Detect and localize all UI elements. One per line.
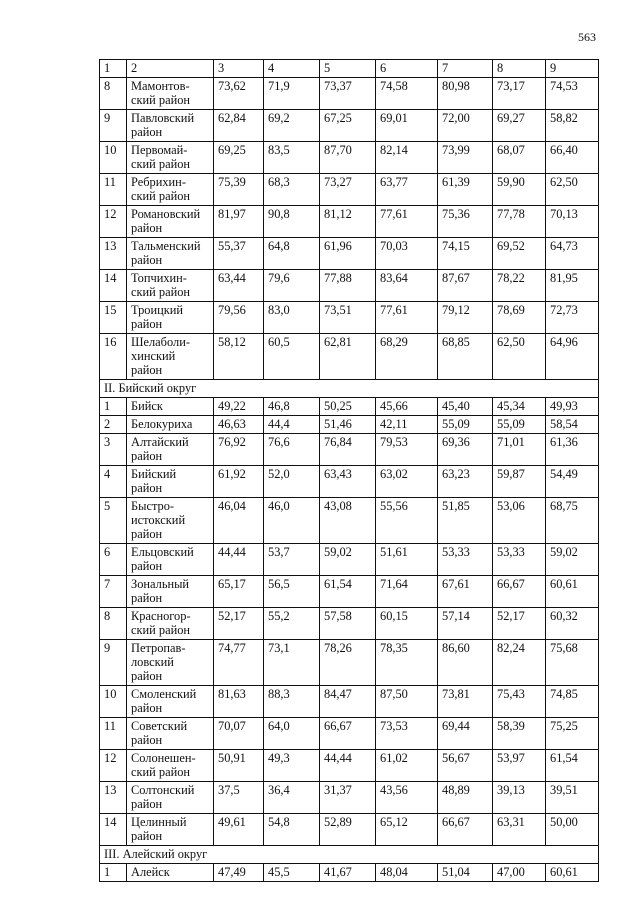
table-row [100,718,599,750]
district-name-cell: Троицкий район [127,302,214,334]
district-name-cell: Ребрихин- ский район [127,174,214,206]
value-cell: 49,93 [546,398,599,416]
value-cell: 37,5 [214,782,264,814]
value-cell: 52,89 [320,814,376,846]
value-cell: 80,98 [438,78,493,110]
value-cell: 71,9 [264,78,320,110]
section-row [100,846,599,864]
row-number-cell: 8 [100,608,127,640]
row-number-cell: 14 [100,270,127,302]
district-name-cell: Бийский район [127,466,214,498]
value-cell: 76,84 [320,434,376,466]
value-cell: 74,15 [438,238,493,270]
value-cell: 58,54 [546,416,599,434]
value-cell: 61,92 [214,466,264,498]
value-cell: 69,44 [438,718,493,750]
value-cell: 75,43 [493,686,546,718]
value-cell: 84,47 [320,686,376,718]
value-cell: 60,5 [264,334,320,380]
value-cell: 79,53 [376,434,438,466]
value-cell: 44,4 [264,416,320,434]
value-cell: 45,34 [493,398,546,416]
value-cell: 81,95 [546,270,599,302]
value-cell: 73,62 [214,78,264,110]
value-cell: 64,73 [546,238,599,270]
row-number-cell: 10 [100,142,127,174]
value-cell: 78,35 [376,640,438,686]
value-cell: 53,7 [264,544,320,576]
value-cell: 55,2 [264,608,320,640]
value-cell: 46,63 [214,416,264,434]
value-cell: 48,89 [438,782,493,814]
value-cell: 70,13 [546,206,599,238]
value-cell: 76,92 [214,434,264,466]
value-cell: 73,37 [320,78,376,110]
value-cell: 82,24 [493,640,546,686]
value-cell: 60,61 [546,864,599,882]
value-cell: 67,25 [320,110,376,142]
value-cell: 59,87 [493,466,546,498]
value-cell: 46,04 [214,498,264,544]
row-number-cell: 15 [100,302,127,334]
table-row [100,640,599,686]
value-cell: 75,68 [546,640,599,686]
value-cell: 72,00 [438,110,493,142]
table-row [100,398,599,416]
value-cell: 55,37 [214,238,264,270]
table-row [100,206,599,238]
value-cell: 87,50 [376,686,438,718]
value-cell: 79,12 [438,302,493,334]
value-cell: 83,64 [376,270,438,302]
value-cell: 61,54 [546,750,599,782]
value-cell: 68,75 [546,498,599,544]
value-cell: 43,56 [376,782,438,814]
value-cell: 74,58 [376,78,438,110]
value-cell: 49,61 [214,814,264,846]
value-cell: 82,14 [376,142,438,174]
district-name-cell: Зональный район [127,576,214,608]
value-cell: 45,66 [376,398,438,416]
value-cell: 64,8 [264,238,320,270]
value-cell: 79,6 [264,270,320,302]
district-name-cell: Мамонтов- ский район [127,78,214,110]
value-cell: 83,0 [264,302,320,334]
value-cell: 66,67 [438,814,493,846]
value-cell: 62,84 [214,110,264,142]
table-row [100,750,599,782]
value-cell: 55,56 [376,498,438,544]
row-number-cell: 2 [100,416,127,434]
value-cell: 48,04 [376,864,438,882]
value-cell: 63,44 [214,270,264,302]
value-cell: 61,96 [320,238,376,270]
district-name-cell: Красногор- ский район [127,608,214,640]
value-cell: 87,70 [320,142,376,174]
value-cell: 61,02 [376,750,438,782]
value-cell: 69,2 [264,110,320,142]
header-cell: 7 [438,60,493,78]
value-cell: 54,8 [264,814,320,846]
value-cell: 49,3 [264,750,320,782]
header-cell: 3 [214,60,264,78]
value-cell: 63,02 [376,466,438,498]
value-cell: 39,51 [546,782,599,814]
district-name-cell: Павловский район [127,110,214,142]
row-number-cell: 3 [100,434,127,466]
value-cell: 66,67 [493,576,546,608]
value-cell: 53,97 [493,750,546,782]
value-cell: 51,46 [320,416,376,434]
value-cell: 65,17 [214,576,264,608]
header-cell: 6 [376,60,438,78]
value-cell: 56,67 [438,750,493,782]
table-row [100,334,599,380]
value-cell: 47,00 [493,864,546,882]
value-cell: 58,12 [214,334,264,380]
value-cell: 69,25 [214,142,264,174]
statistics-table [99,59,599,882]
value-cell: 66,67 [320,718,376,750]
table-row [100,174,599,206]
row-number-cell: 14 [100,814,127,846]
value-cell: 86,60 [438,640,493,686]
value-cell: 49,22 [214,398,264,416]
value-cell: 62,50 [493,334,546,380]
header-cell: 8 [493,60,546,78]
district-name-cell: Шелаболи- хинский район [127,334,214,380]
value-cell: 52,17 [214,608,264,640]
row-number-cell: 7 [100,576,127,608]
value-cell: 58,82 [546,110,599,142]
district-name-cell: Ельцовский район [127,544,214,576]
header-cell: 5 [320,60,376,78]
row-number-cell: 13 [100,238,127,270]
value-cell: 90,8 [264,206,320,238]
value-cell: 46,0 [264,498,320,544]
page-number: 563 [578,30,596,44]
value-cell: 74,77 [214,640,264,686]
row-number-cell: 12 [100,206,127,238]
value-cell: 88,3 [264,686,320,718]
value-cell: 77,61 [376,302,438,334]
table-row [100,608,599,640]
value-cell: 59,90 [493,174,546,206]
value-cell: 61,54 [320,576,376,608]
value-cell: 68,29 [376,334,438,380]
value-cell: 60,32 [546,608,599,640]
row-number-cell: 1 [100,864,127,882]
row-number-cell: 1 [100,398,127,416]
value-cell: 76,6 [264,434,320,466]
value-cell: 52,17 [493,608,546,640]
table-row [100,270,599,302]
value-cell: 54,49 [546,466,599,498]
section-title: III. Алейский округ [100,846,599,864]
value-cell: 50,25 [320,398,376,416]
value-cell: 63,77 [376,174,438,206]
row-number-cell: 16 [100,334,127,380]
district-name-cell: Белокуриха [127,416,214,434]
value-cell: 73,51 [320,302,376,334]
value-cell: 63,23 [438,466,493,498]
row-number-cell: 11 [100,174,127,206]
district-name-cell: Советский район [127,718,214,750]
value-cell: 62,50 [546,174,599,206]
value-cell: 67,61 [438,576,493,608]
value-cell: 52,0 [264,466,320,498]
value-cell: 73,99 [438,142,493,174]
table-row [100,576,599,608]
value-cell: 61,39 [438,174,493,206]
value-cell: 71,64 [376,576,438,608]
value-cell: 72,73 [546,302,599,334]
value-cell: 60,15 [376,608,438,640]
table-row [100,814,599,846]
district-name-cell: Бийск [127,398,214,416]
value-cell: 44,44 [320,750,376,782]
value-cell: 45,40 [438,398,493,416]
value-cell: 43,08 [320,498,376,544]
district-name-cell: Целинный район [127,814,214,846]
value-cell: 60,61 [546,576,599,608]
value-cell: 45,5 [264,864,320,882]
value-cell: 73,53 [376,718,438,750]
value-cell: 57,58 [320,608,376,640]
value-cell: 56,5 [264,576,320,608]
row-number-cell: 6 [100,544,127,576]
header-cell: 4 [264,60,320,78]
header-row [100,60,599,78]
value-cell: 73,81 [438,686,493,718]
value-cell: 41,67 [320,864,376,882]
section-title: II. Бийский округ [100,380,599,398]
table-row [100,78,599,110]
row-number-cell: 9 [100,110,127,142]
value-cell: 75,25 [546,718,599,750]
district-name-cell: Смоленский район [127,686,214,718]
header-cell: 9 [546,60,599,78]
value-cell: 69,27 [493,110,546,142]
value-cell: 74,85 [546,686,599,718]
value-cell: 55,09 [438,416,493,434]
row-number-cell: 9 [100,640,127,686]
value-cell: 63,31 [493,814,546,846]
table-row [100,782,599,814]
value-cell: 81,97 [214,206,264,238]
row-number-cell: 11 [100,718,127,750]
row-number-cell: 5 [100,498,127,544]
district-name-cell: Тальменский район [127,238,214,270]
value-cell: 57,14 [438,608,493,640]
row-number-cell: 8 [100,78,127,110]
value-cell: 73,1 [264,640,320,686]
value-cell: 50,00 [546,814,599,846]
value-cell: 73,17 [493,78,546,110]
district-name-cell: Топчихин- ский район [127,270,214,302]
value-cell: 74,53 [546,78,599,110]
row-number-cell: 12 [100,750,127,782]
value-cell: 68,3 [264,174,320,206]
table-row [100,686,599,718]
value-cell: 78,69 [493,302,546,334]
table-row [100,434,599,466]
value-cell: 66,40 [546,142,599,174]
value-cell: 42,11 [376,416,438,434]
value-cell: 77,78 [493,206,546,238]
value-cell: 58,39 [493,718,546,750]
value-cell: 73,27 [320,174,376,206]
table-body [100,60,599,882]
value-cell: 65,12 [376,814,438,846]
table-row [100,864,599,882]
value-cell: 68,85 [438,334,493,380]
table-row [100,498,599,544]
value-cell: 59,02 [320,544,376,576]
value-cell: 39,13 [493,782,546,814]
value-cell: 46,8 [264,398,320,416]
value-cell: 63,43 [320,466,376,498]
value-cell: 51,61 [376,544,438,576]
value-cell: 31,37 [320,782,376,814]
value-cell: 55,09 [493,416,546,434]
section-row [100,380,599,398]
value-cell: 50,91 [214,750,264,782]
value-cell: 51,04 [438,864,493,882]
district-name-cell: Солтонский район [127,782,214,814]
value-cell: 62,81 [320,334,376,380]
value-cell: 53,33 [493,544,546,576]
value-cell: 70,07 [214,718,264,750]
value-cell: 47,49 [214,864,264,882]
value-cell: 64,0 [264,718,320,750]
table-row [100,238,599,270]
district-name-cell: Алейск [127,864,214,882]
value-cell: 59,02 [546,544,599,576]
district-name-cell: Быстро- истокский район [127,498,214,544]
value-cell: 77,88 [320,270,376,302]
table-row [100,466,599,498]
value-cell: 69,52 [493,238,546,270]
table-row [100,110,599,142]
district-name-cell: Петропав- ловский район [127,640,214,686]
value-cell: 81,12 [320,206,376,238]
value-cell: 69,36 [438,434,493,466]
value-cell: 75,36 [438,206,493,238]
value-cell: 36,4 [264,782,320,814]
value-cell: 53,06 [493,498,546,544]
table-row [100,544,599,576]
value-cell: 78,22 [493,270,546,302]
table-row [100,416,599,434]
value-cell: 53,33 [438,544,493,576]
value-cell: 77,61 [376,206,438,238]
value-cell: 44,44 [214,544,264,576]
value-cell: 78,26 [320,640,376,686]
row-number-cell: 4 [100,466,127,498]
value-cell: 70,03 [376,238,438,270]
value-cell: 61,36 [546,434,599,466]
value-cell: 51,85 [438,498,493,544]
value-cell: 75,39 [214,174,264,206]
value-cell: 83,5 [264,142,320,174]
header-cell: 1 [100,60,127,78]
table-row [100,302,599,334]
district-name-cell: Первомай- ский район [127,142,214,174]
value-cell: 71,01 [493,434,546,466]
value-cell: 79,56 [214,302,264,334]
value-cell: 87,67 [438,270,493,302]
value-cell: 64,96 [546,334,599,380]
table-row [100,142,599,174]
district-name-cell: Солонешен- ский район [127,750,214,782]
row-number-cell: 10 [100,686,127,718]
value-cell: 68,07 [493,142,546,174]
value-cell: 69,01 [376,110,438,142]
district-name-cell: Алтайский район [127,434,214,466]
district-name-cell: Романовский район [127,206,214,238]
header-cell: 2 [127,60,214,78]
value-cell: 81,63 [214,686,264,718]
row-number-cell: 13 [100,782,127,814]
